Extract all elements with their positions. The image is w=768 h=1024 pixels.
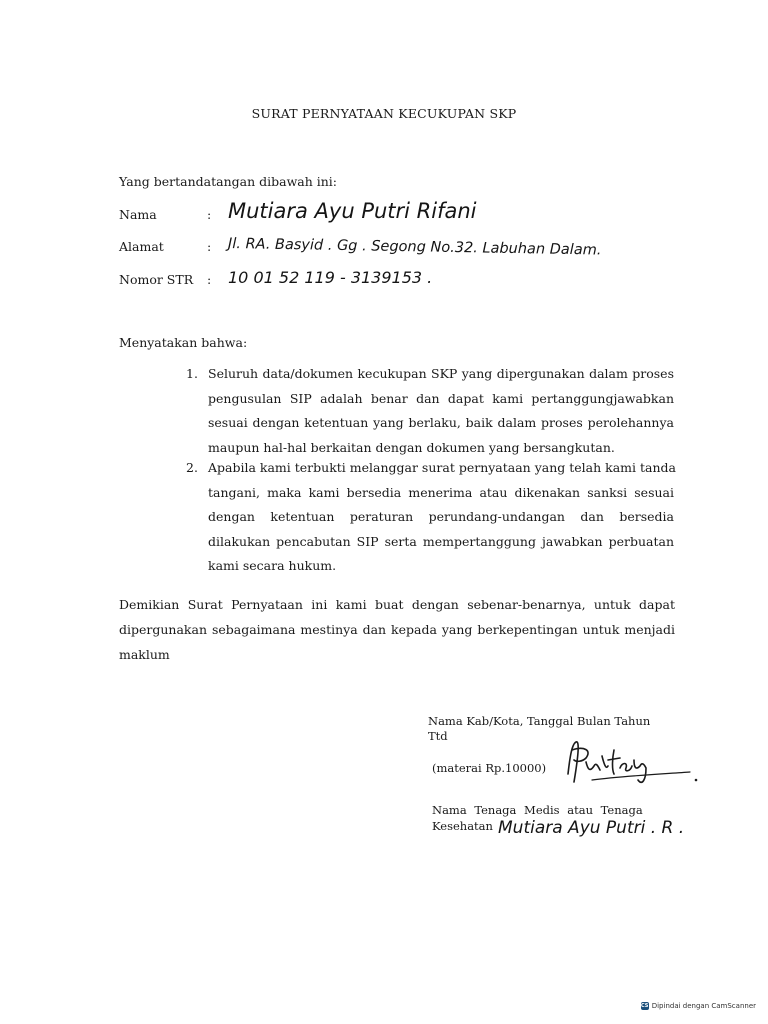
field-value-nama: Mutiara Ayu Putri Rifani	[228, 199, 477, 223]
field-colon-alamat: :	[207, 239, 212, 254]
list-line: pengusulan SIP adalah benar dan dapat kami pertanggungjawabkan	[208, 390, 674, 406]
list-line: Apabila kami terbukti melanggar surat pernyataan yang telah kami tanda	[208, 460, 676, 475]
list-line: Seluruh data/dokumen kecukupan SKP yang dipergunakan dalam proses	[208, 366, 674, 381]
closing-paragraph	[119, 592, 675, 667]
camscanner-footer	[641, 1002, 756, 1010]
document-title: SURAT PERNYATAAN KECUKUPAN SKP	[251, 106, 517, 121]
list-text-2	[208, 456, 674, 579]
signature-materai: (materai Rp.10000)	[432, 761, 547, 775]
signature-name-label: Nama Tenaga Medis atau Tenaga	[432, 803, 643, 817]
camscanner-text: Dipindai dengan CamScanner	[651, 1002, 756, 1010]
declare-text: Menyatakan bahwa:	[119, 335, 248, 350]
field-label-nama: Nama	[119, 207, 157, 222]
field-colon-nomor-str: :	[207, 272, 212, 287]
field-colon-nama: :	[207, 207, 212, 222]
field-label-alamat: Alamat	[119, 239, 164, 254]
signature-place-date: Nama Kab/Kota, Tanggal Bulan Tahun	[428, 714, 651, 728]
closing-line: dipergunakan sebagaimana mestinya dan kepada yang berkepentingan untuk menjadi	[119, 622, 675, 637]
closing-line: maklum	[119, 647, 170, 662]
closing-line: Demikian Surat Pernyataan ini kami buat dengan sebenar-benarnya, untuk dapat	[119, 597, 675, 612]
camscanner-icon: CS	[641, 1003, 649, 1009]
list-number-2: 2.	[186, 460, 198, 475]
list-line: dengan ketentuan peraturan perundang-undangan dan bersedia	[208, 509, 674, 524]
field-value-nomor-str: 10 01 52 119 - 3139153 .	[228, 268, 433, 287]
handwritten-signature	[562, 736, 702, 796]
list-line: tangani, maka kami bersedia menerima atau dikenakan sanksi sesuai	[208, 484, 674, 500]
list-line: dilakukan pencabutan SIP serta mempertanggung jawabkan perbuatan	[208, 533, 674, 549]
list-line: sesuai dengan ketentuan yang berlaku, baik dalam proses perolehannya	[208, 415, 674, 430]
signature-name-label-2: Kesehatan	[432, 819, 493, 833]
list-number-1: 1.	[186, 366, 198, 381]
list-text-1	[208, 362, 674, 460]
list-line: maupun hal-hal berkaitan dengan dokumen yang bersangkutan.	[208, 439, 615, 455]
signature-name-value: Mutiara Ayu Putri . R .	[498, 818, 685, 838]
field-value-alamat: Jl. RA. Basyid . Gg . Segong No.32. Labuhan Dalam.	[227, 236, 602, 259]
signature-ttd: Ttd	[428, 729, 448, 743]
list-line: kami secara hukum.	[208, 558, 337, 573]
field-label-nomor-str: Nomor STR	[119, 272, 194, 287]
intro-text: Yang bertandatangan dibawah ini:	[119, 174, 338, 189]
